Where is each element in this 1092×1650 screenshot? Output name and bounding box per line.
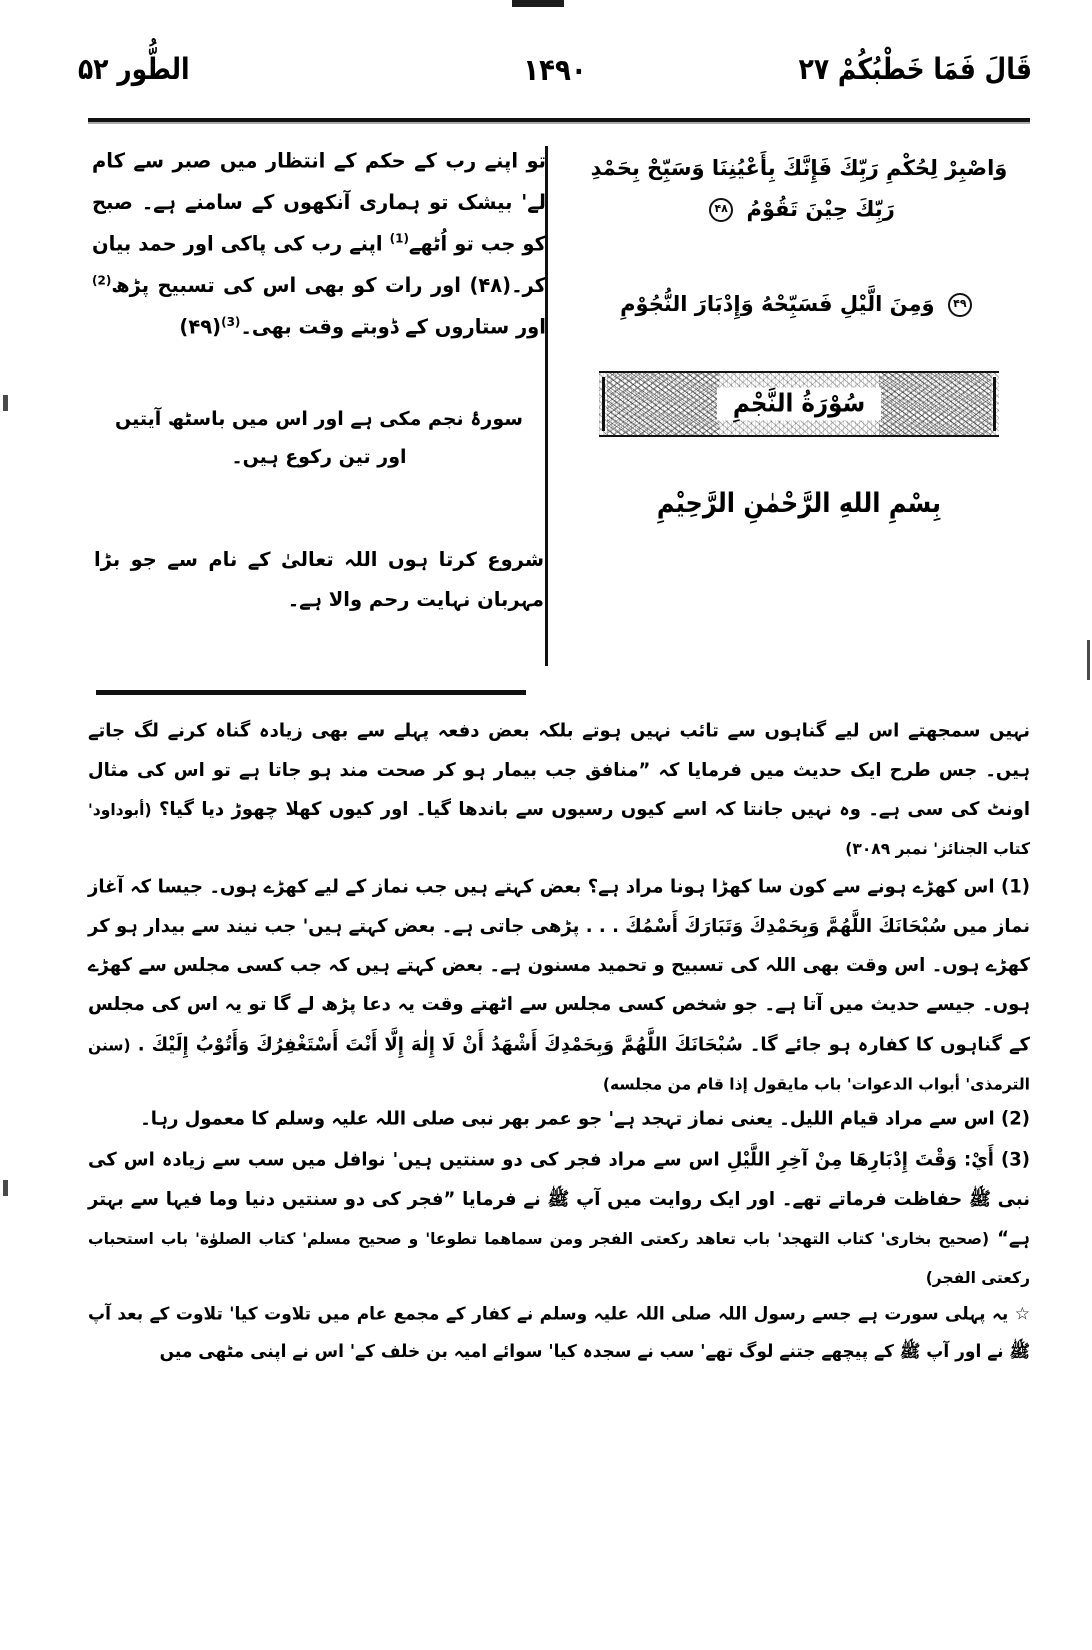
urdu-translation-49b: اور ستاروں کے ڈوبتے وقت بھی۔ xyxy=(240,314,546,339)
urdu-translation-48b: اپنے رب کی پاکی اور حمد بیان کر۔ xyxy=(92,231,546,298)
footnote-2-marker: (2) xyxy=(1001,1107,1030,1130)
scan-edge-tick xyxy=(3,395,8,411)
bismillah-urdu-translation: شروع کرتا ہوں اللہ تعالیٰ کے نام سے جو بڑا مہربان نہایت رحم والا ہے۔ xyxy=(94,547,544,611)
scan-edge-tick xyxy=(1087,640,1090,680)
footnote-1-citation: (سنن الترمذى' أبواب الدعوات' باب مايقول إذا قام من مجلسه) xyxy=(88,1035,1030,1093)
urdu-translation-49a: اور رات کو بھی اس کی تسبیح پڑھ xyxy=(111,273,461,298)
footnote-3-citation: (صحیح بخاری' كتاب التهجد' باب تعاهد ركعتى الفجر ومن سماهما تطوعا' و صحیح مسلم' كتاب الصلوٰة' باب استحباب ركعتى الفجر) xyxy=(88,1229,1030,1288)
footnote-item-1 xyxy=(88,868,1030,1104)
ayah-number-49-urdu: (۴۹) xyxy=(179,314,222,339)
surah-title-banner xyxy=(599,371,999,437)
footnote-ref-2[interactable]: (2) xyxy=(92,272,112,288)
ayah-48-number: ۴۸ xyxy=(709,198,733,222)
running-header xyxy=(78,52,1032,114)
footnote-ref-1[interactable]: (1) xyxy=(389,231,409,246)
ayah-48-line-2 xyxy=(574,189,1024,230)
footnote-intro xyxy=(88,712,1030,869)
footnote-star-note: ☆ یہ پہلی سورت ہے جسے رسول اللہ صلی اللہ علیہ وسلم نے کفار کے مجمع عام میں تلاوت کیا' تلاوت کے بعد آپ ﷺ نے اور آپ ﷺ کے پیچھے جتنے لوگ تھے' سب نے سجدہ کیا' سوائے امیہ بن خلف کے' اس نے اپنی مٹھی میں xyxy=(88,1304,1030,1363)
urdu-translation-paragraph xyxy=(88,134,550,348)
surah-info-note: سورۂ نجم مکی ہے اور اس میں باسٹھ آیتیں اور تین رکوع ہیں۔ xyxy=(115,407,523,468)
bismillah-arabic: بِسْمِ اللهِ الرَّحْمٰنِ الرَّحِيْمِ xyxy=(656,487,942,519)
ayah-49 xyxy=(568,270,1030,325)
header-surah-title: الطُّور ۵۲ xyxy=(78,52,190,87)
ayah-49-text: وَمِنَ الَّيْلِ فَسَبِّحْهُ وَإِدْبَارَ النُّجُوْمِ xyxy=(620,291,935,316)
footnote-intro-citation: (أبوداود' كتاب الجنائز' نمبر ۳۰۸۹) xyxy=(88,800,1030,859)
footnote-intro-text: نہیں سمجھتے اس لیے گناہوں سے تائب نہیں ہوتے بلکہ بعض دفعہ پہلے سے بھی زیادہ گناہ کرنے لگ جاتے ہیں۔ جس طرح ایک حدیث میں فرمایا کہ ”منافق جب بیمار ہو کر صحت مند ہو جاتا ہے تو اس کی مثال اونٹ کی سی ہے۔ وہ نہیں جانتا کہ اسے کیوں رسیوں سے باندھا گیا۔ اور کیوں کھلا چھوڑ دیا گیا؟ xyxy=(88,720,1030,821)
footnotes-section xyxy=(88,712,1030,1371)
scan-spine-artifact xyxy=(512,0,564,7)
urdu-translation-48a: تو اپنے رب کے حکم کے انتظار میں صبر سے کام لے' بیشک تو ہماری آنکھوں کے سامنے ہے۔ صبح کو جب تو اُٹھے xyxy=(92,148,546,256)
page-number: ۱۴۹۰ xyxy=(523,53,587,89)
header-juz-title: قَالَ فَمَا خَطْبُكُمْ ۲۷ xyxy=(798,52,1032,87)
footnote-1-text: اس کھڑے ہونے سے کون سا کھڑا ہونا مراد ہے؟ بعض کہتے ہیں جب نماز کے لیے کھڑے ہوں۔ جیسا کہ آغاز نماز میں سُبْحَانَكَ اللَّهُمَّ وَبِحَمْدِكَ وَتَبَارَكَ أَسْمُكَ . . . پڑھی جاتی ہے۔ بعض کہتے ہیں' جب نیند سے بیدار ہو کر کھڑے ہوں۔ اس وقت بھی اللہ کی تسبیح و تحمید مسنون ہے۔ بعض کہتے ہیں کہ جب کسی مجلس سے کھڑے ہوں۔ جیسے حدیث میں آتا ہے۔ جو شخص کسی مجلس سے اٹھتے وقت یہ دعا پڑھ لے گا تو یہ اس کی مجلس کے گناہوں کا کفارہ ہو جائے گا۔ سُبْحَانَكَ اللَّهُمَّ وَبِحَمْدِكَ أَشْهَدُ أَنْ لَا إِلٰهَ إِلَّا أَنْتَ أَسْتَغْفِرُكَ وَأَتُوْبُ إِلَيْكَ . xyxy=(88,875,1030,1055)
footnote-separator-rule xyxy=(96,690,526,695)
header-divider-rule xyxy=(88,118,1030,122)
banner-ornament-right xyxy=(879,373,991,435)
footnote-ref-3[interactable]: (3) xyxy=(221,314,241,329)
ayah-48-line-1: وَاصْبِرْ لِحُكْمِ رَبِّكَ فَإِنَّكَ بِأَعْيُنِنَا وَسَبِّحْ بِحَمْدِ xyxy=(590,156,1008,180)
urdu-translation-column xyxy=(88,134,550,674)
footnote-item-3 xyxy=(88,1141,1030,1298)
ayah-49-line-1 xyxy=(574,284,1024,325)
scripture-block xyxy=(88,134,1030,674)
footnote-3-marker: (3) xyxy=(1000,1148,1030,1171)
ayah-48 xyxy=(568,134,1030,230)
footnote-2-text: اس سے مراد قیام اللیل۔ یعنی نماز تہجد ہے' جو عمر بھر نبی صلی اللہ علیہ وسلم کا معمول رہا۔ xyxy=(140,1107,995,1130)
banner-ornament-left xyxy=(607,373,719,435)
ayah-49-number: ۴۹ xyxy=(948,293,972,317)
footnote-1-marker: (1) xyxy=(1001,875,1030,898)
scan-edge-tick xyxy=(3,1180,8,1196)
footnote-3-text: أَيْ: وَقْتَ إِدْبَارِهَا مِنْ آخِرِ اللَّيْلِ اس سے مراد فجر کی دو سنتیں ہیں' نوافل میں سب سے زیادہ اس کی نبی ﷺ حفاظت فرماتے تھے۔ اور ایک روایت میں آپ ﷺ نے فرمایا ”فجر کی دو سنتیں دنیا وما فیہا سے بہتر ہے“ xyxy=(88,1148,1030,1250)
surah-title-text: سُوْرَةُ النَّجْمِ xyxy=(717,387,881,420)
ayah-48-line-2-text: رَبِّكَ حِيْنَ تَقُوْمُ xyxy=(746,196,895,221)
ayah-number-48-urdu: (۴۸) xyxy=(469,273,512,298)
arabic-text-column xyxy=(568,134,1030,674)
footnote-item-2 xyxy=(88,1100,1030,1139)
